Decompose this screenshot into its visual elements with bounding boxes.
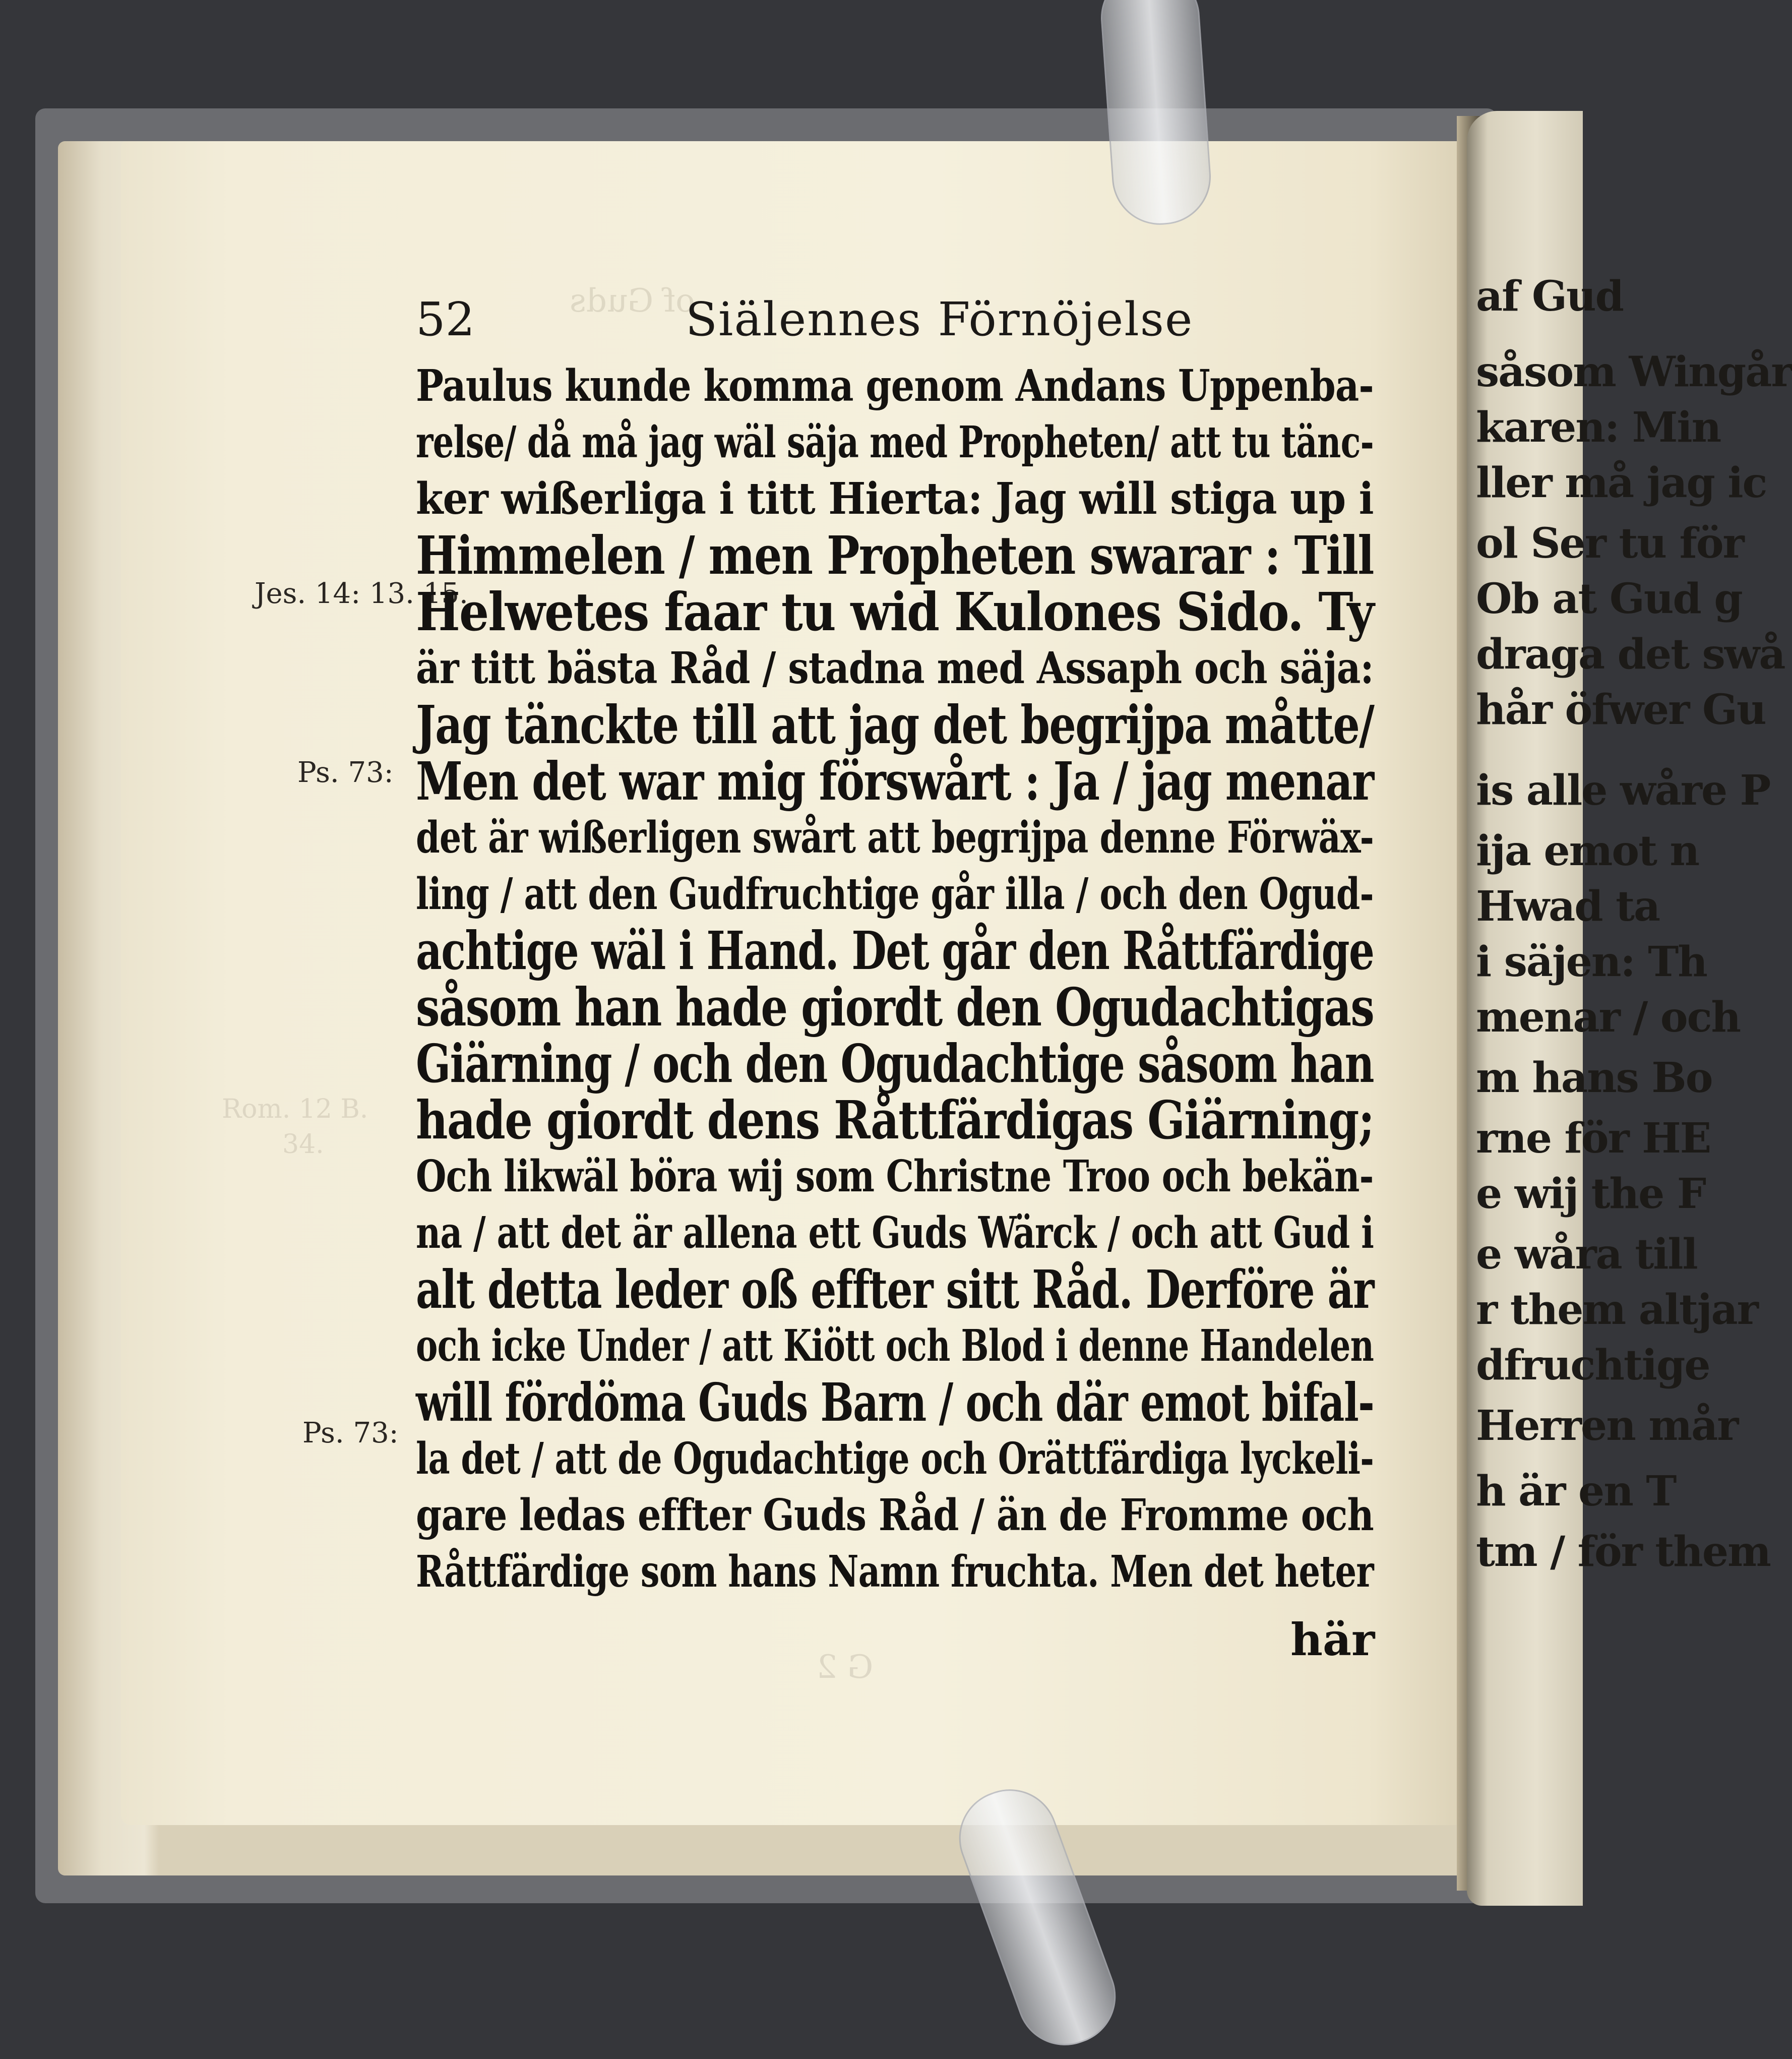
page-number: 52	[416, 292, 475, 346]
catchword: här	[1290, 1613, 1375, 1666]
facing-line: hår öfwer Gu	[1476, 686, 1766, 734]
text-line: och icke Under / att Kiött och Blod i denne Handelen	[416, 1320, 1374, 1371]
bleed-through-text: Rom. 12 B.	[222, 1094, 368, 1124]
facing-line: m hans Bo	[1476, 1054, 1712, 1102]
body-text	[416, 358, 1374, 1600]
facing-line: ller må jag ic	[1476, 459, 1767, 507]
facing-line: dfruchtige	[1476, 1341, 1710, 1389]
text-line: det är wißerligen swårt att begrijpa denne Förwäx-	[416, 812, 1374, 863]
facing-line: såsom Wingår	[1476, 348, 1792, 396]
text-line: Och likwäl böra wij som Christne Troo och bekän-	[416, 1151, 1374, 1202]
text-line: will fördöma Guds Barn / och där emot bifal-	[416, 1371, 1374, 1433]
facing-line: af Gud	[1476, 272, 1623, 321]
text-line: la det / att de Ogudachtige och Orättfärdiga lyckeli-	[416, 1433, 1374, 1484]
text-line: såsom han hade giordt den Ogudachtigas	[416, 976, 1374, 1038]
text-line: Jag tänckte till att jag det begrijpa måtte/	[416, 694, 1374, 756]
text-line: hade giordt dens Råttfärdigas Giärning;	[416, 1089, 1374, 1151]
bleed-through-text: 34.	[282, 1129, 324, 1160]
margin-reference: Ps. 73:	[302, 1417, 399, 1449]
bleed-through-text: of Guds	[570, 282, 695, 320]
facing-page	[1467, 111, 1792, 1906]
facing-line: ija emot n	[1476, 827, 1699, 875]
running-title: Siälennes Förnöjelse	[686, 292, 1194, 346]
text-line: alt detta leder oß effter sitt Råd. Derföre är	[416, 1258, 1374, 1320]
text-line: är titt bästa Råd / stadna med Assaph och säja:	[416, 643, 1374, 694]
facing-line: draga det swå	[1476, 630, 1785, 679]
facing-line: rne för HE	[1476, 1114, 1711, 1163]
text-line: Men det war mig förswårt : Ja / jag menar	[416, 750, 1374, 812]
text-line: relse/ då må jag wäl säja med Propheten/ att tu tänc-	[416, 417, 1374, 468]
facing-line: i säjen: Th	[1476, 938, 1707, 986]
facing-line: e wij the F	[1476, 1170, 1706, 1218]
facing-line: menar / och	[1476, 993, 1741, 1042]
facing-line: r them altjar	[1476, 1286, 1758, 1334]
facing-line: tm / för them	[1476, 1528, 1770, 1576]
text-line: ker wißerliga i titt Hierta: Jag will stiga up i	[416, 473, 1374, 524]
facing-line: Hwad ta	[1476, 882, 1660, 931]
page-header	[0, 287, 1579, 358]
text-line: Helwetes faar tu wid Kulones Sido. Ty	[416, 581, 1374, 643]
page-clip-top	[1098, 0, 1214, 228]
margin-reference: Jes. 14: 13. 15.	[255, 577, 468, 610]
facing-line: Ob at Gud g	[1476, 575, 1742, 623]
text-line: achtige wäl i Hand. Det går den Råttfärdige	[416, 920, 1374, 982]
bleed-through-text: G 2	[817, 1649, 874, 1686]
facing-line: karen: Min	[1476, 403, 1721, 452]
facing-line: Herren mår	[1476, 1402, 1738, 1450]
text-line: Råttfärdige som hans Namn fruchta. Men det heter	[416, 1546, 1374, 1597]
text-line: Himmelen / men Propheten swarar : Till	[416, 524, 1374, 586]
text-line: na / att det är allena ett Guds Wärck / och att Gud i	[416, 1207, 1374, 1258]
margin-reference: Ps. 73:	[297, 756, 394, 789]
facing-line: ol Ser tu för	[1476, 519, 1744, 568]
facing-line: is alle wåre P	[1476, 766, 1770, 815]
facing-line: e wåra till	[1476, 1230, 1697, 1279]
text-line: ling / att den Gudfruchtige går illa / och den Ogud-	[416, 869, 1374, 920]
facing-line: h är en T	[1476, 1467, 1676, 1516]
text-line: Giärning / och den Ogudachtige såsom han	[416, 1033, 1374, 1095]
text-line: gare ledas effter Guds Råd / än de Fromme och	[416, 1490, 1374, 1541]
text-line: Paulus kunde komma genom Andans Uppenba-	[416, 360, 1374, 411]
